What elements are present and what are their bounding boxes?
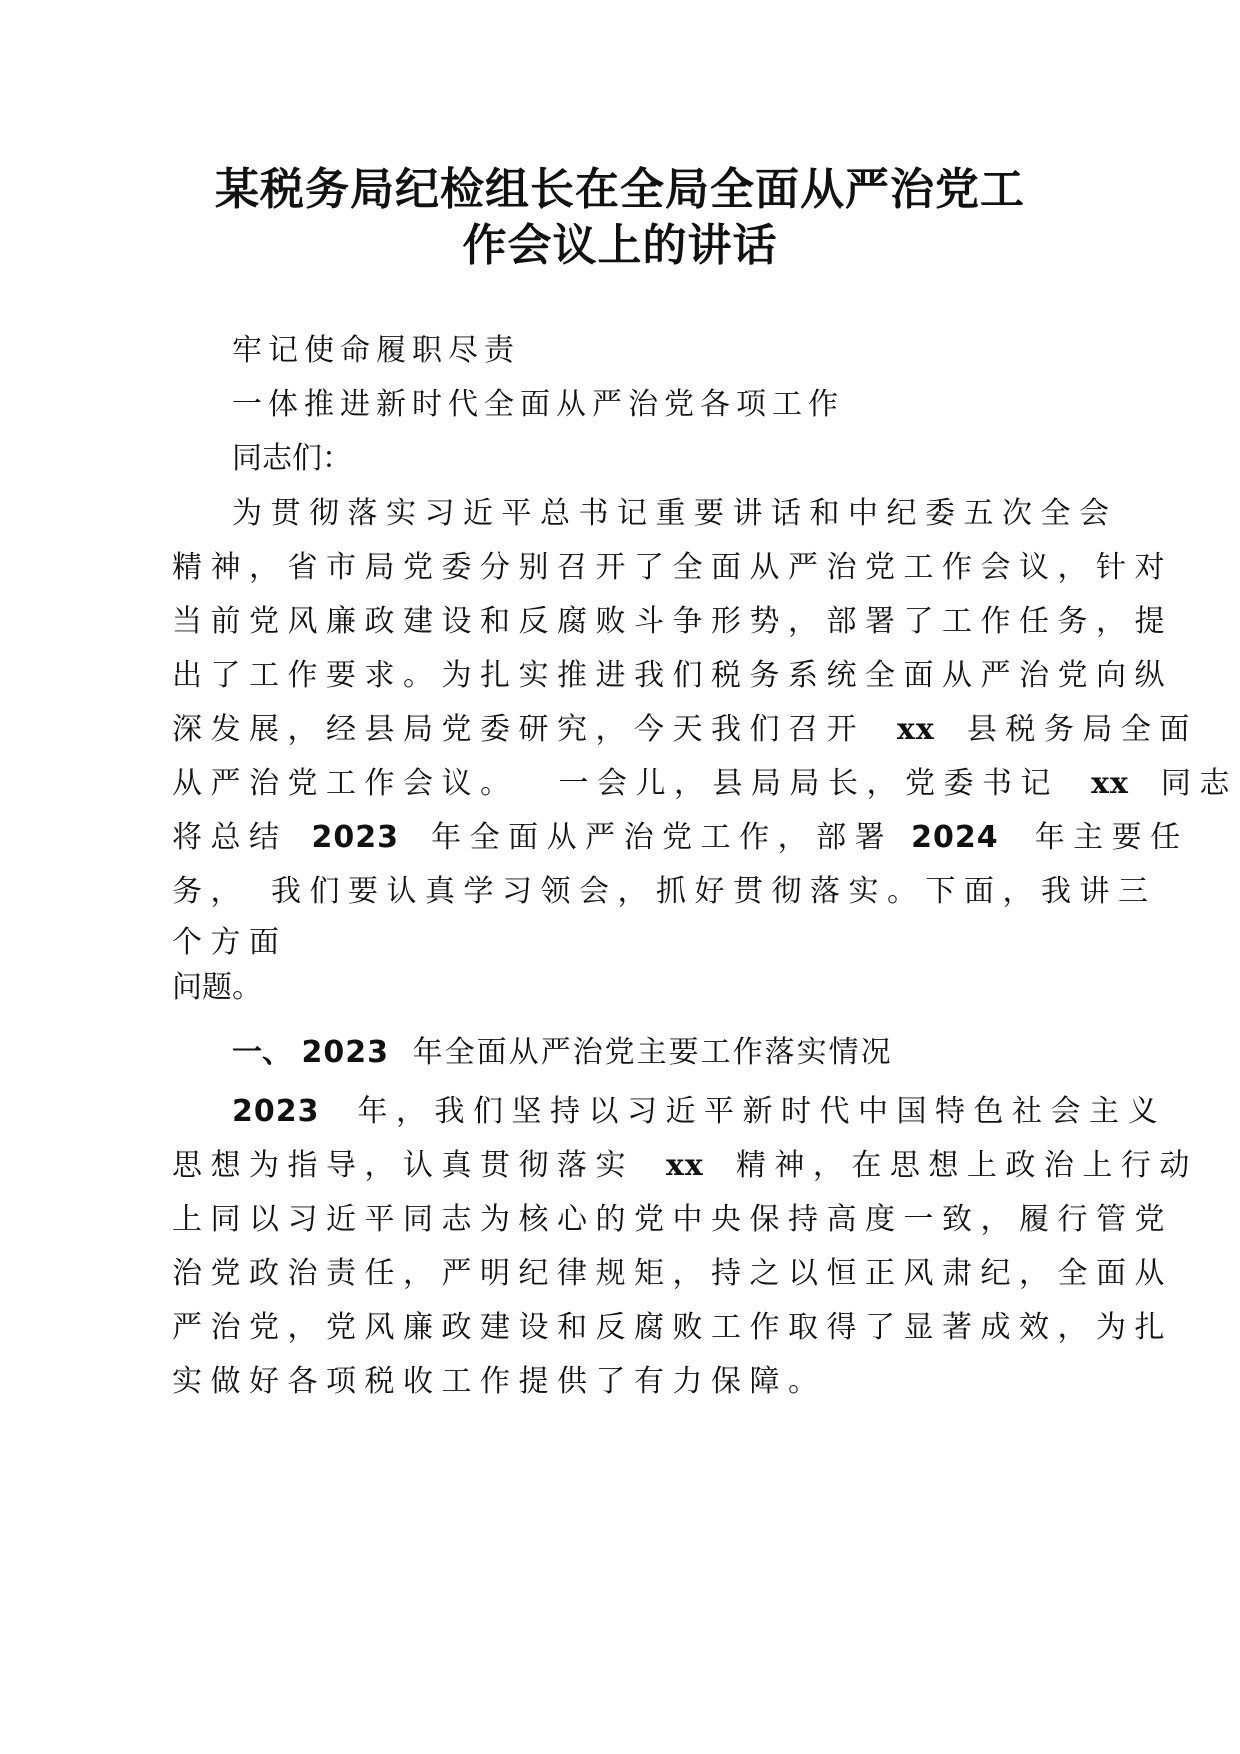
- intro-line-5: [172, 712, 1198, 747]
- subtitle-line-1: 牢记使命履职尽责: [232, 333, 520, 368]
- document-title-line-2: 作会议上的讲话: [462, 220, 778, 271]
- intro-line-6-text-c: 同志: [1160, 766, 1238, 801]
- intro-line-7-text-a: 将总结: [172, 820, 288, 855]
- section-1-para-line-3: 上同以习近平同志为核心的党中央保持高度一致，履行管党: [172, 1202, 1173, 1237]
- section-1-heading-number: 一、: [232, 1035, 292, 1070]
- intro-line-3: 当前党风廉政建设和反腐败斗争形势，部署了工作任务，提: [172, 604, 1173, 639]
- placeholder-xx: xx: [666, 1148, 704, 1183]
- section-1-heading-text: 年全面从严治党主要工作落实情况: [412, 1035, 893, 1070]
- section-1-heading-year: 2023: [301, 1035, 390, 1070]
- intro-line-2: 精神，省市局党委分别召开了全面从严治党工作会议，针对: [172, 550, 1173, 585]
- subtitle-line-2: 一体推进新时代全面从严治党各项工作: [232, 387, 844, 422]
- intro-line-9: 个方面: [172, 925, 288, 960]
- intro-line-6: [172, 766, 1238, 801]
- intro-line-8-text-a: 务，: [172, 874, 249, 909]
- intro-line-5-text-b: 县税务局全面: [966, 712, 1198, 747]
- section-1-para-line-2-text-a: 思想为指导，认真贯彻落实: [172, 1148, 634, 1183]
- intro-line-7: [172, 820, 1189, 855]
- document-title-line-1: 某税务局纪检组长在全局全面从严治党工: [215, 164, 1025, 215]
- placeholder-xx: xx: [897, 712, 935, 747]
- section-1-para-line-1: [232, 1094, 1167, 1129]
- intro-line-8: [172, 874, 1157, 909]
- section-1-para-line-4: 治党政治责任，严明纪律规矩，持之以恒正风肃纪，全面从: [172, 1256, 1173, 1291]
- year-2023: 2023: [311, 820, 400, 855]
- section-1-para-line-2: [172, 1148, 1198, 1183]
- intro-line-7-text-b: 年全面从严治党工作，部署: [431, 820, 894, 855]
- intro-line-6-text-b: 一会儿，县局局长，党委书记: [558, 766, 1060, 801]
- intro-line-7-text-c: 年主要任: [1034, 820, 1189, 855]
- section-1-para-line-2-text-b: 精神，在思想上政治上行动: [735, 1148, 1198, 1183]
- section-1-para-line-1-text: 年，我们坚持以习近平新时代中国特色社会主义: [357, 1094, 1167, 1129]
- section-1-heading: [232, 1035, 893, 1070]
- section-1-para-line-5: 严治党，党风廉政建设和反腐败工作取得了显著成效，为扎: [172, 1310, 1173, 1345]
- intro-line-10: 问题。: [172, 970, 262, 1005]
- intro-line-6-text-a: 从严治党工作会议。: [172, 766, 519, 801]
- greeting: 同志们：: [232, 441, 352, 476]
- year-2024: 2024: [911, 820, 999, 855]
- intro-line-5-text-a: 深发展，经县局党委研究，今天我们召开: [172, 712, 865, 747]
- placeholder-xx: xx: [1091, 766, 1129, 801]
- year-2023: 2023: [232, 1094, 320, 1129]
- intro-line-8-text-b: 我们要认真学习领会，抓好贯彻落实。下面，我讲三: [271, 874, 1157, 909]
- intro-line-4: 出了工作要求。为扎实推进我们税务系统全面从严治党向纵: [172, 658, 1173, 693]
- intro-line-1: 为贯彻落实习近平总书记重要讲话和中纪委五次全会: [232, 496, 1118, 531]
- section-1-para-line-6: 实做好各项税收工作提供了有力保障。: [172, 1364, 827, 1399]
